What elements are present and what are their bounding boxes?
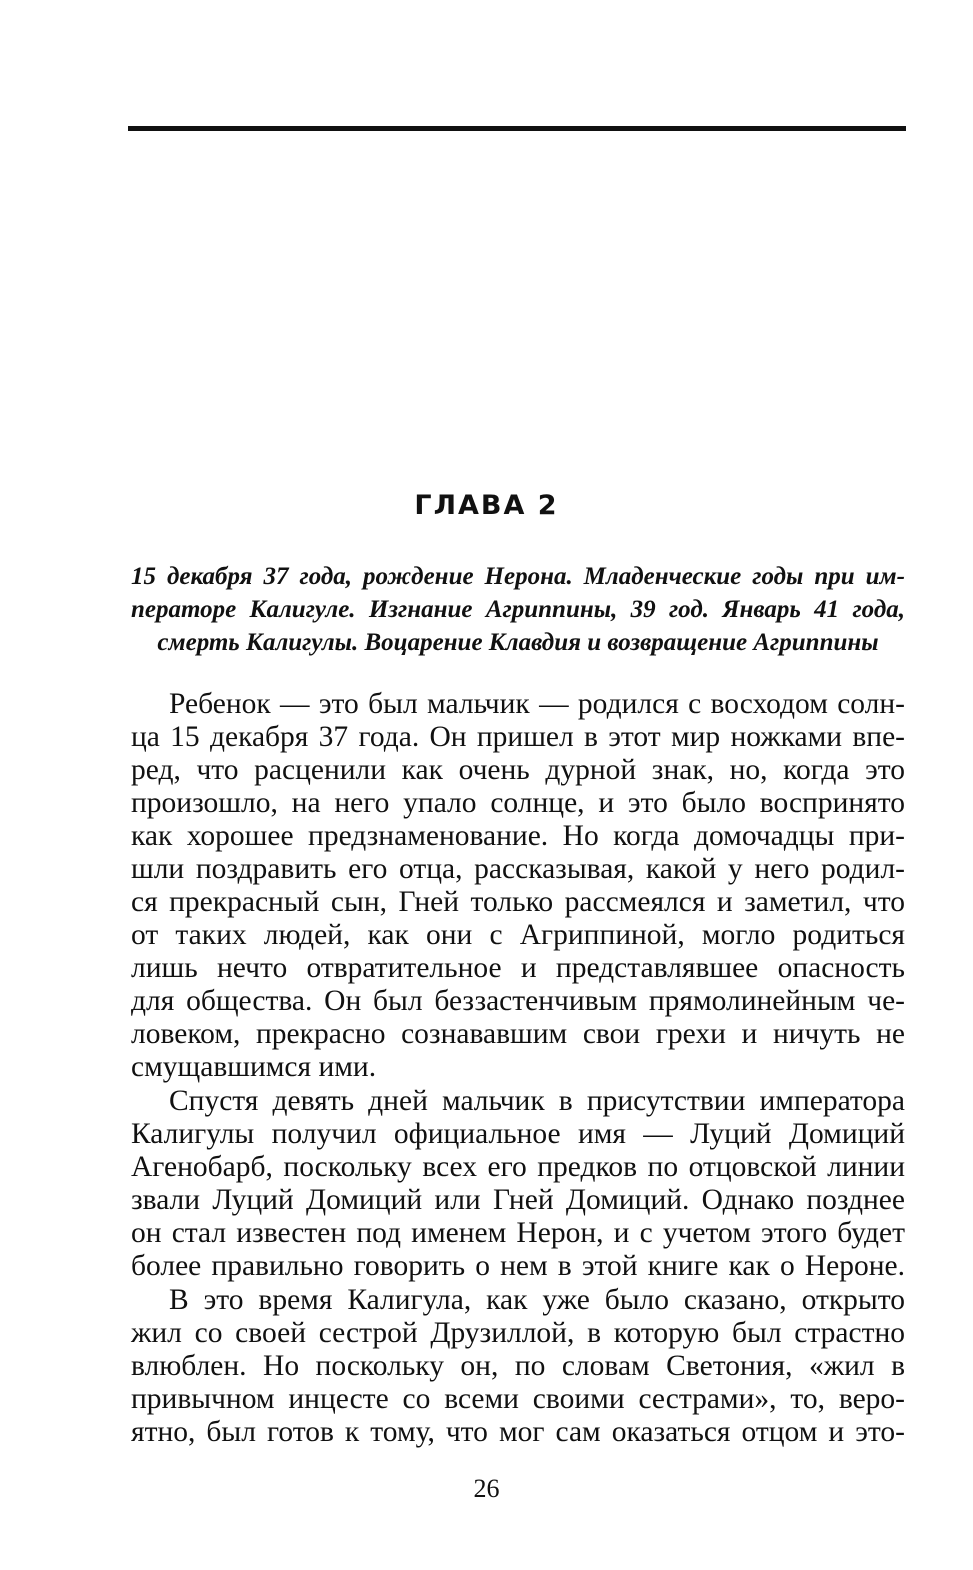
subtitle-line: смерть Калигулы. Воцарение Клавдия и возвращение Агриппины (157, 629, 879, 656)
text-line: ся прекрасный сын, Гней только рассмеялся и заметил, что (131, 886, 905, 918)
text-line: шли поздравить его отца, рассказывая, какой у него родил- (131, 853, 905, 885)
text-line: ятно, был готов к тому, что мог сам оказаться отцом и это- (131, 1416, 905, 1448)
paragraph-3 (131, 1284, 905, 1449)
text-line: лишь нечто отвратительное и представлявшее опасность (131, 952, 905, 984)
text-line: Ребенок — это был мальчик — родился с восходом солн- (169, 688, 905, 720)
text-line: Калигулы получил официальное имя — Луций Домиций (131, 1118, 905, 1150)
text-line: влюблен. Но поскольку он, по словам Светония, «жил в (131, 1350, 905, 1382)
text-line: В это время Калигула, как уже было сказано, открыто (169, 1284, 905, 1316)
text-line: привычном инцесте со всеми своими сестрами», то, веро- (131, 1383, 905, 1415)
text-line: Спустя девять дней мальчик в присутствии императора (169, 1085, 905, 1117)
subtitle-line: ператоре Калигуле. Изгнание Агриппины, 39 год. Январь 41 года, (131, 596, 905, 623)
text-line: ред, что расценили как очень дурной знак, но, когда это (131, 754, 905, 786)
text-line: жил со своей сестрой Друзиллой, в которую был страстно (131, 1317, 905, 1349)
text-line: ца 15 декабря 37 года. Он пришел в этот мир ножками впе- (131, 721, 905, 753)
subtitle-line: 15 декабря 37 года, рождение Нерона. Младенческие годы при им- (131, 563, 905, 590)
paragraph-2 (131, 1085, 905, 1283)
text-line: ловеком, прекрасно сознававшим свои грехи и ничуть не (131, 1018, 905, 1050)
text-line: он стал известен под именем Нерон, и с учетом этого будет (131, 1217, 905, 1249)
chapter-title: ГЛАВА 2 (414, 490, 559, 521)
text-line: более правильно говорить о нем в этой книге как о Нероне. (131, 1250, 905, 1282)
text-line: от таких людей, как они с Агриппиной, могло родиться (131, 919, 905, 951)
header-rule (128, 126, 906, 131)
text-line: смущавшимся ими. (131, 1051, 377, 1083)
text-line: как хорошее предзнаменование. Но когда домочадцы при- (131, 820, 905, 852)
page-number: 26 (473, 1474, 500, 1503)
text-line: Агенобарб, поскольку всех его предков по отцовской линии (131, 1151, 905, 1183)
text-line: произошло, на него упало солнце, и это было воспринято (131, 787, 905, 819)
text-line: звали Луций Домиций или Гней Домиций. Однако позднее (131, 1184, 905, 1216)
chapter-subtitle (131, 560, 905, 659)
body-text (131, 688, 905, 1449)
paragraph-1 (131, 688, 905, 1084)
text-line: для общества. Он был беззастенчивым прямолинейным че- (131, 985, 905, 1017)
